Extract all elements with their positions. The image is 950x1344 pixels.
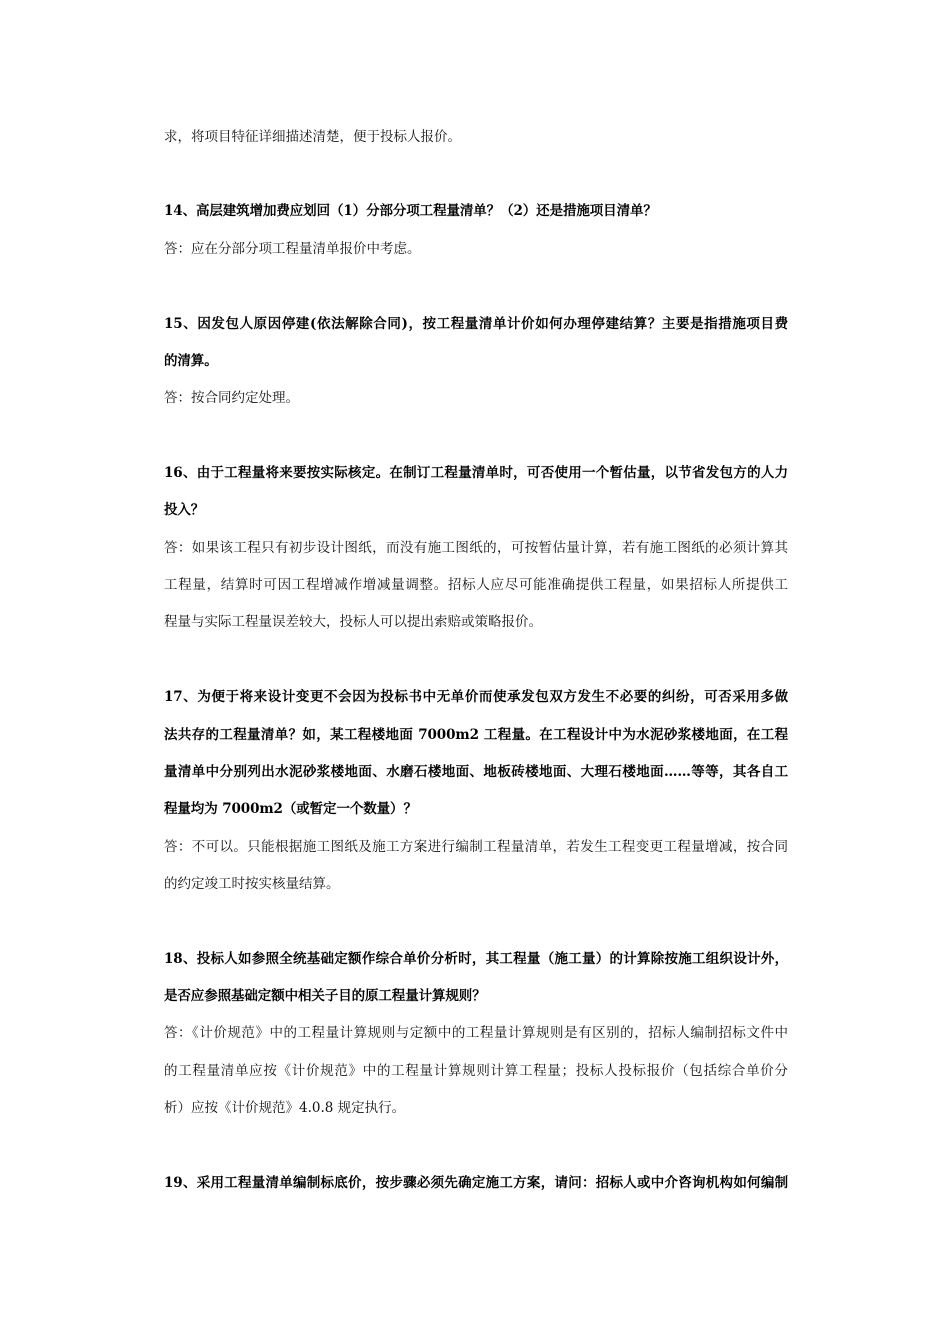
question-17-line-2: 法共存的工程量清单？如，某工程楼地面 7000m2 工程量。在工程设计中为水泥砂浆楼地面，在工程 [164,727,788,743]
question-18-line-1: 18、投标人如参照全统基础定额作综合单价分析时，其工程量（施工量）的计算除按施工组织设计外， [164,951,788,967]
question-18-line-2: 是否应参照基础定额中相关子目的原工程量计算规则？ [164,988,486,1004]
answer-14-line-1: 答：应在分部分项工程量清单报价中考虑。 [164,241,421,257]
question-15-line-1: 15、因发包人原因停建(依法解除合同)，按工程量清单计价如何办理停建结算？主要是指措施项目费 [164,316,788,332]
answer-16-line-1: 答：如果该工程只有初步设计图纸，而没有施工图纸的，可按暂估量计算，若有施工图纸的必须计算其 [164,540,788,556]
answer-18-line-3: 析）应按《计价规范》4.0.8 规定执行。 [164,1100,406,1116]
question-17-line-1: 17、为便于将来设计变更不会因为投标书中无单价而使承发包双方发生不必要的纠纷，可否采用多做 [164,689,788,705]
question-17-line-4: 程量均为 7000m2（或暂定一个数量）？ [164,801,417,817]
answer-18-line-1: 答：《计价规范》中的工程量计算规则与定额中的工程量计算规则是有区别的，招标人编制招标文件中 [164,1025,788,1041]
intro-line: 求，将项目特征详细描述清楚，便于投标人报价。 [164,129,461,145]
answer-16-line-3: 程量与实际工程量误差较大，投标人可以提出索赔或策略报价。 [164,614,542,630]
question-17-line-3: 量清单中分别列出水泥砂浆楼地面、水磨石楼地面、地板砖楼地面、大理石楼地面……等等，其各自工 [164,764,788,780]
answer-18-line-2: 的工程量清单应按《计价规范》中的工程量计算规则计算工程量；投标人投标报价（包括综合单价分 [164,1063,788,1079]
answer-17-line-2: 的约定竣工时按实核量结算。 [164,876,340,892]
answer-16-line-2: 工程量，结算时可因工程增减作增减量调整。招标人应尽可能准确提供工程量，如果招标人所提供工 [164,577,788,593]
question-19-line-1: 19、采用工程量清单编制标底价，按步骤必须先确定施工方案，请问：招标人或中介咨询机构如何编制 [164,1175,788,1191]
answer-17-line-1: 答：不可以。只能根据施工图纸及施工方案进行编制工程量清单，若发生工程变更工程量增减，按合同 [164,839,788,855]
question-14-line-1: 14、高层建筑增加费应划回（1）分部分项工程量清单？（2）还是措施项目清单？ [164,203,657,219]
question-15-line-2: 的清算。 [164,353,218,369]
question-16-line-2: 投入？ [164,502,205,518]
question-16-line-1: 16、由于工程量将来要按实际核定。在制订工程量清单时，可否使用一个暂估量，以节省发包方的人力 [164,465,788,481]
answer-15-line-1: 答：按合同约定处理。 [164,390,299,406]
